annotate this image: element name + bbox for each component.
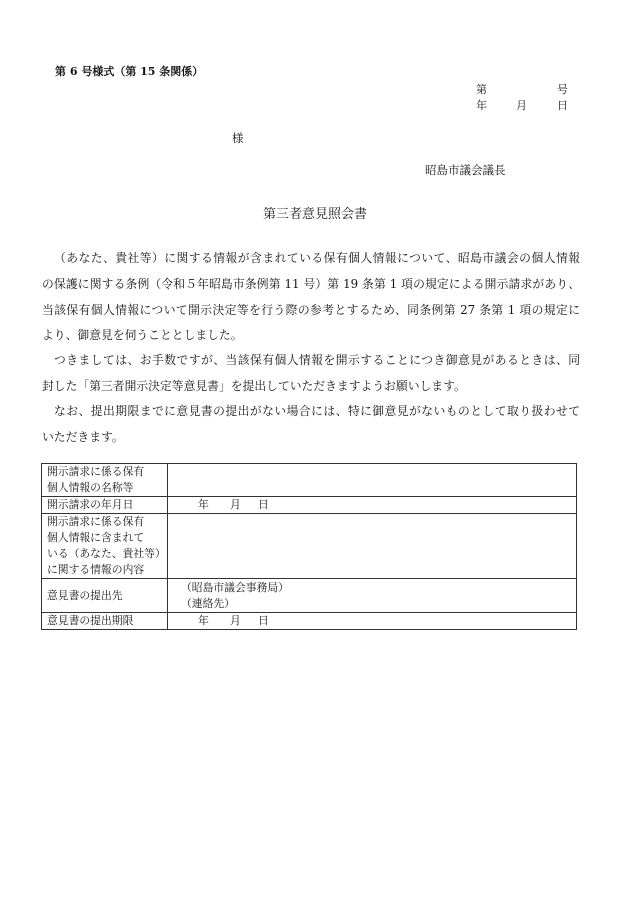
item-name-value — [168, 464, 577, 497]
body-line: なお、提出期限までに意見書の提出がない場合には、特に御意見がないものとして取り扱わせて — [54, 404, 580, 418]
doc-number-suffix: 号 — [557, 83, 568, 96]
info-content-label — [42, 514, 168, 579]
submit-to-label: 意見書の提出先 — [42, 579, 168, 613]
addressee-suffix: 様 — [232, 131, 244, 145]
body-line: 当該保有個人情報について開示決定等を行う際の参考とするため、同条例第 27 条第 1 項の規定に — [42, 303, 580, 317]
table-row-submit-to — [42, 579, 577, 613]
request-date-year: 年 — [198, 498, 209, 511]
label-line: 個人情報の名称等 — [47, 481, 134, 494]
item-name-label — [42, 464, 168, 497]
label-line: 開示請求に係る保有 — [47, 515, 145, 528]
body-line: つきましては、お手数ですが、当該保有個人情報を開示することにつき御意見があるときは、同 — [54, 353, 580, 367]
request-date-month: 月 — [230, 498, 241, 511]
document-title: 第三者意見照会書 — [262, 207, 367, 222]
form-number: 第 6 号様式（第 15 条関係） — [55, 65, 204, 78]
submit-to-office: （昭島市議会事務局） — [181, 580, 289, 594]
body-line: より、御意見を伺うこととしました。 — [42, 328, 243, 342]
label-line: に関する情報の内容 — [47, 563, 145, 576]
deadline-month: 月 — [230, 614, 241, 627]
deadline-label: 意見書の提出期限 — [42, 613, 168, 630]
label-line: いる（あなた、貴社等） — [47, 547, 166, 560]
request-date-value — [168, 497, 577, 514]
deadline-day: 日 — [258, 614, 269, 627]
submit-to-value — [168, 579, 577, 613]
label-line: 開示請求に係る保有 — [47, 465, 145, 478]
issue-date-day: 日 — [557, 99, 568, 112]
body-line: 封した「第三者開示決定等意見書」を提出していただきますようお願いします。 — [42, 379, 466, 393]
table-row-request-date — [42, 497, 577, 514]
label-line: 個人情報に含まれて — [47, 531, 145, 544]
table-row-deadline — [42, 613, 577, 630]
doc-number-prefix: 第 — [476, 83, 487, 96]
info-table — [41, 463, 577, 630]
sender: 昭島市議会議長 — [425, 163, 506, 177]
body-line: （あなた、貴社等）に関する情報が含まれている保有個人情報について、昭島市議会の個人情報 — [54, 251, 580, 265]
request-date-day: 日 — [258, 498, 269, 511]
issue-date-month: 月 — [516, 99, 527, 112]
table-row-item-name — [42, 464, 577, 497]
submit-to-contact: （連絡先） — [181, 596, 235, 610]
table-row-info-content — [42, 514, 577, 579]
issue-date-year: 年 — [476, 99, 487, 112]
request-date-label: 開示請求の年月日 — [42, 497, 168, 514]
info-content-value — [168, 514, 577, 579]
body-line: の保護に関する条例（令和５年昭島市条例第 11 号）第 19 条第 1 項の規定による開示請求があり、 — [42, 277, 580, 291]
body-line: いただきます。 — [42, 430, 124, 444]
deadline-value — [168, 613, 577, 630]
deadline-year: 年 — [198, 614, 209, 627]
